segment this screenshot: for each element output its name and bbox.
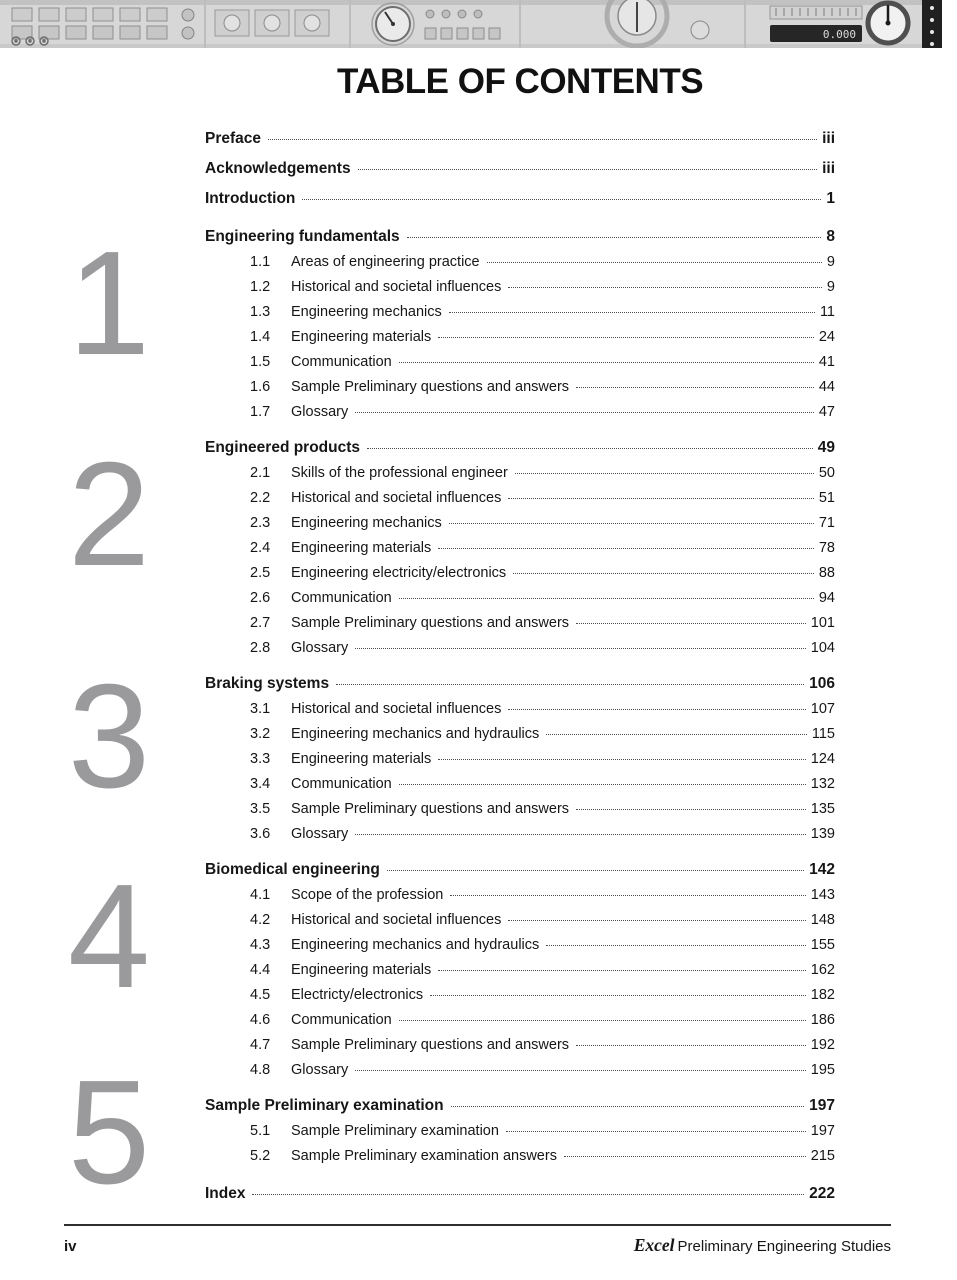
section-number: 1.5 <box>250 354 271 370</box>
toc-entry-label: Historical and societal influences <box>291 912 502 928</box>
toc-entry-page: 197 <box>809 1097 835 1114</box>
section-number: 4.4 <box>250 962 271 978</box>
section-number: 4.6 <box>250 1012 271 1028</box>
toc-entry-label: Introduction <box>205 190 296 207</box>
section-number: 4.8 <box>250 1062 271 1078</box>
chapter-number-watermark: 1 <box>67 221 151 386</box>
banner-dial-icon <box>372 3 414 45</box>
toc-entry-label: Engineering materials <box>291 540 432 556</box>
section-number: 3.4 <box>250 776 271 792</box>
section-number: 2.6 <box>250 590 271 606</box>
dot-leader <box>399 784 806 785</box>
dot-leader <box>508 498 814 499</box>
toc-entry-label: Sample Preliminary questions and answers <box>291 615 570 631</box>
dot-leader <box>430 995 806 996</box>
toc-entry-page: 9 <box>826 254 835 270</box>
dot-leader <box>268 139 817 140</box>
section-number: 4.3 <box>250 937 271 953</box>
section-number: 2.7 <box>250 615 271 631</box>
section-entry <box>205 461 835 486</box>
section-entry <box>205 797 835 822</box>
chapter-block <box>67 654 835 847</box>
section-entry <box>205 350 835 375</box>
toc-entry-label: Acknowledgements <box>205 160 351 177</box>
toc-entry-page: 215 <box>810 1148 835 1164</box>
toc-entry-page: 41 <box>818 354 835 370</box>
section-entry <box>205 908 835 933</box>
chapter-block <box>67 221 835 425</box>
section-number: 2.4 <box>250 540 271 556</box>
dot-leader <box>546 734 807 735</box>
section-entry <box>205 747 835 772</box>
section-number: 4.7 <box>250 1037 271 1053</box>
dot-leader <box>506 1131 806 1132</box>
footer-brandline <box>634 1235 891 1256</box>
toc-entry-page: 94 <box>818 590 835 606</box>
section-entry <box>205 1058 835 1083</box>
section-number: 4.5 <box>250 987 271 1003</box>
section-number: 1.2 <box>250 279 271 295</box>
toc-entry-page: iii <box>822 160 835 177</box>
section-number: 4.2 <box>250 912 271 928</box>
section-entry <box>205 586 835 611</box>
toc-entry-label: Braking systems <box>205 675 330 692</box>
footer-series-title: Preliminary Engineering Studies <box>677 1238 891 1255</box>
dot-leader <box>508 709 805 710</box>
dot-leader <box>508 287 822 288</box>
chapter-heading <box>205 857 835 883</box>
toc-entry-page: 24 <box>818 329 835 345</box>
toc-entry-label: Engineering mechanics <box>291 304 442 320</box>
toc-entry-label: Sample Preliminary examination <box>291 1123 499 1139</box>
section-number: 5.2 <box>250 1148 271 1164</box>
toc-entry-page: 78 <box>818 540 835 556</box>
front-matter-entry <box>205 154 835 184</box>
toc-entry-page: 101 <box>810 615 835 631</box>
dot-leader <box>449 523 814 524</box>
dot-leader <box>367 448 813 449</box>
brand-excel: Excel <box>633 1235 675 1255</box>
dot-leader <box>451 1106 805 1107</box>
front-matter-entry <box>205 184 835 214</box>
section-number: 3.5 <box>250 801 271 817</box>
section-entry <box>205 697 835 722</box>
toc-entry-label: Communication <box>291 354 392 370</box>
section-entry <box>205 375 835 400</box>
toc-entry-page: 104 <box>810 640 835 656</box>
section-number: 3.3 <box>250 751 271 767</box>
toc-entry-label: Sample Preliminary examination answers <box>291 1148 557 1164</box>
section-entry <box>205 1119 835 1144</box>
section-entry <box>205 325 835 350</box>
toc-entry-page: 186 <box>810 1012 835 1028</box>
dot-leader <box>438 548 814 549</box>
toc-entry-page: iii <box>822 130 835 147</box>
dot-leader <box>387 870 804 871</box>
toc-entry-label: Glossary <box>291 404 349 420</box>
section-entry <box>205 933 835 958</box>
toc-entry-label: Glossary <box>291 640 349 656</box>
front-matter-entry <box>205 124 835 154</box>
toc-entry-label: Glossary <box>291 826 349 842</box>
toc-entry-label: Engineering mechanics and hydraulics <box>291 726 540 742</box>
section-entry <box>205 275 835 300</box>
banner-gauge-icon <box>868 3 908 43</box>
section-entry <box>205 300 835 325</box>
section-entry <box>205 611 835 636</box>
chapter-number-watermark: 2 <box>67 432 151 597</box>
section-entry <box>205 1008 835 1033</box>
section-entry <box>205 722 835 747</box>
toc-entry-label: Engineering mechanics <box>291 515 442 531</box>
chapter-block <box>67 432 835 661</box>
section-number: 2.8 <box>250 640 271 656</box>
toc-entry-label: Engineering materials <box>291 962 432 978</box>
section-number: 2.2 <box>250 490 271 506</box>
toc-entry-label: Communication <box>291 1012 392 1028</box>
section-entry <box>205 772 835 797</box>
section-number: 4.1 <box>250 887 271 903</box>
dot-leader <box>358 169 818 170</box>
toc-entry-label: Electricty/electronics <box>291 987 424 1003</box>
toc-entry-page: 182 <box>810 987 835 1003</box>
dot-leader <box>399 1020 806 1021</box>
section-number: 2.5 <box>250 565 271 581</box>
back-matter-entry <box>205 1179 835 1209</box>
section-number: 5.1 <box>250 1123 271 1139</box>
toc-entry-page: 44 <box>818 379 835 395</box>
toc-entry-page: 1 <box>826 190 835 207</box>
section-number: 1.7 <box>250 404 271 420</box>
toc-entry-page: 51 <box>818 490 835 506</box>
toc-entry-page: 115 <box>811 726 835 742</box>
section-number: 2.1 <box>250 465 271 481</box>
toc-entry-label: Sample Preliminary examination <box>205 1097 444 1114</box>
dot-leader <box>336 684 804 685</box>
section-number: 1.3 <box>250 304 271 320</box>
toc-entry-page: 162 <box>810 962 835 978</box>
toc-entry-label: Engineered products <box>205 439 361 456</box>
toc-entry-page: 135 <box>810 801 835 817</box>
section-entry <box>205 250 835 275</box>
dot-leader <box>438 970 806 971</box>
dot-leader <box>515 473 814 474</box>
toc-entry-label: Communication <box>291 776 392 792</box>
section-entry <box>205 536 835 561</box>
section-entry <box>205 636 835 661</box>
section-entry <box>205 983 835 1008</box>
toc-entry-label: Sample Preliminary questions and answers <box>291 801 570 817</box>
dot-leader <box>487 262 822 263</box>
dot-leader <box>513 573 814 574</box>
toc-entry-label: Historical and societal influences <box>291 701 502 717</box>
toc-entry-page: 143 <box>810 887 835 903</box>
toc-entry-label: Biomedical engineering <box>205 861 380 878</box>
dot-leader <box>450 895 805 896</box>
chapter-heading <box>205 671 835 697</box>
chapter-number-watermark: 4 <box>67 854 151 1019</box>
toc-entry-label: Skills of the professional engineer <box>291 465 508 481</box>
section-entry <box>205 958 835 983</box>
banner-instrument-cluster <box>215 10 329 36</box>
toc-entry-label: Glossary <box>291 1062 349 1078</box>
chapter-heading <box>205 224 835 250</box>
toc-entry-label: Historical and societal influences <box>291 279 502 295</box>
toc-entry-page: 192 <box>810 1037 835 1053</box>
toc-entry-label: Engineering fundamentals <box>205 228 400 245</box>
section-number: 2.3 <box>250 515 271 531</box>
toc-entry-page: 71 <box>818 515 835 531</box>
toc-entry-page: 197 <box>810 1123 835 1139</box>
toc-entry-label: Engineering materials <box>291 751 432 767</box>
dot-leader <box>399 362 814 363</box>
dot-leader <box>355 412 814 413</box>
page-title: TABLE OF CONTENTS <box>336 62 704 101</box>
toc-entry-label: Engineering electricity/electronics <box>291 565 507 581</box>
dot-leader <box>302 199 821 200</box>
page-number-folio: iv <box>64 1238 77 1255</box>
section-entry <box>205 822 835 847</box>
section-number: 1.1 <box>250 254 271 270</box>
dot-leader <box>576 387 814 388</box>
toc-entry-page: 148 <box>810 912 835 928</box>
section-number: 1.4 <box>250 329 271 345</box>
dot-leader <box>546 945 806 946</box>
back-matter-list <box>205 1179 835 1209</box>
chapter-number-watermark: 5 <box>67 1050 151 1215</box>
section-entry <box>205 1033 835 1058</box>
section-number: 1.6 <box>250 379 271 395</box>
front-matter-list <box>205 124 835 214</box>
section-entry <box>205 1144 835 1169</box>
dot-leader <box>355 1070 806 1071</box>
dot-leader <box>355 834 806 835</box>
dot-leader <box>449 312 815 313</box>
dot-leader <box>564 1156 806 1157</box>
dot-leader <box>438 759 806 760</box>
toc-entry-page: 11 <box>819 304 835 320</box>
toc-entry-page: 106 <box>809 675 835 692</box>
toc-entry-label: Historical and societal influences <box>291 490 502 506</box>
toc-entry-page: 88 <box>818 565 835 581</box>
section-entry <box>205 486 835 511</box>
toc-entry-page: 195 <box>810 1062 835 1078</box>
toc-entry-label: Engineering materials <box>291 329 432 345</box>
dot-leader <box>355 648 806 649</box>
chapter-number-watermark: 3 <box>67 654 151 819</box>
toc-entry-page: 50 <box>818 465 835 481</box>
toc-entry-label: Sample Preliminary questions and answers <box>291 1037 570 1053</box>
section-entry <box>205 400 835 425</box>
section-entry <box>205 561 835 586</box>
chapter-block <box>67 854 835 1083</box>
toc-entry-label: Scope of the profession <box>291 887 444 903</box>
machinery-banner-image <box>0 0 957 48</box>
toc-entry-page: 124 <box>810 751 835 767</box>
toc-entry-page: 49 <box>817 439 835 456</box>
dot-leader <box>438 337 814 338</box>
section-number: 3.1 <box>250 701 271 717</box>
dot-leader <box>407 237 822 238</box>
section-entry <box>205 511 835 536</box>
section-entry <box>205 883 835 908</box>
page-footer <box>64 1224 891 1256</box>
toc-entry-page: 107 <box>810 701 835 717</box>
section-number: 3.6 <box>250 826 271 842</box>
toc-entry-label: Sample Preliminary questions and answers <box>291 379 570 395</box>
toc-content <box>0 124 957 1215</box>
toc-entry-page: 139 <box>810 826 835 842</box>
toc-entry-label: Preface <box>205 130 262 147</box>
toc-entry-label: Index <box>205 1185 246 1202</box>
dot-leader <box>252 1194 804 1195</box>
toc-entry-page: 8 <box>826 228 835 245</box>
toc-entry-page: 47 <box>818 404 835 420</box>
dot-leader <box>399 598 814 599</box>
toc-entry-page: 142 <box>809 861 835 878</box>
dot-leader <box>576 623 806 624</box>
dot-leader <box>576 809 806 810</box>
chapter-heading <box>205 1093 835 1119</box>
toc-entry-page: 155 <box>810 937 835 953</box>
dot-leader <box>508 920 805 921</box>
section-number: 3.2 <box>250 726 271 742</box>
toc-entry-label: Communication <box>291 590 392 606</box>
toc-entry-label: Areas of engineering practice <box>291 254 480 270</box>
banner-readout: 0.000 <box>822 28 856 41</box>
toc-entry-label: Engineering mechanics and hydraulics <box>291 937 540 953</box>
toc-entry-page: 132 <box>810 776 835 792</box>
dot-leader <box>576 1045 806 1046</box>
toc-entry-page: 9 <box>826 279 835 295</box>
toc-entry-page: 222 <box>809 1185 835 1202</box>
chapter-heading <box>205 435 835 461</box>
